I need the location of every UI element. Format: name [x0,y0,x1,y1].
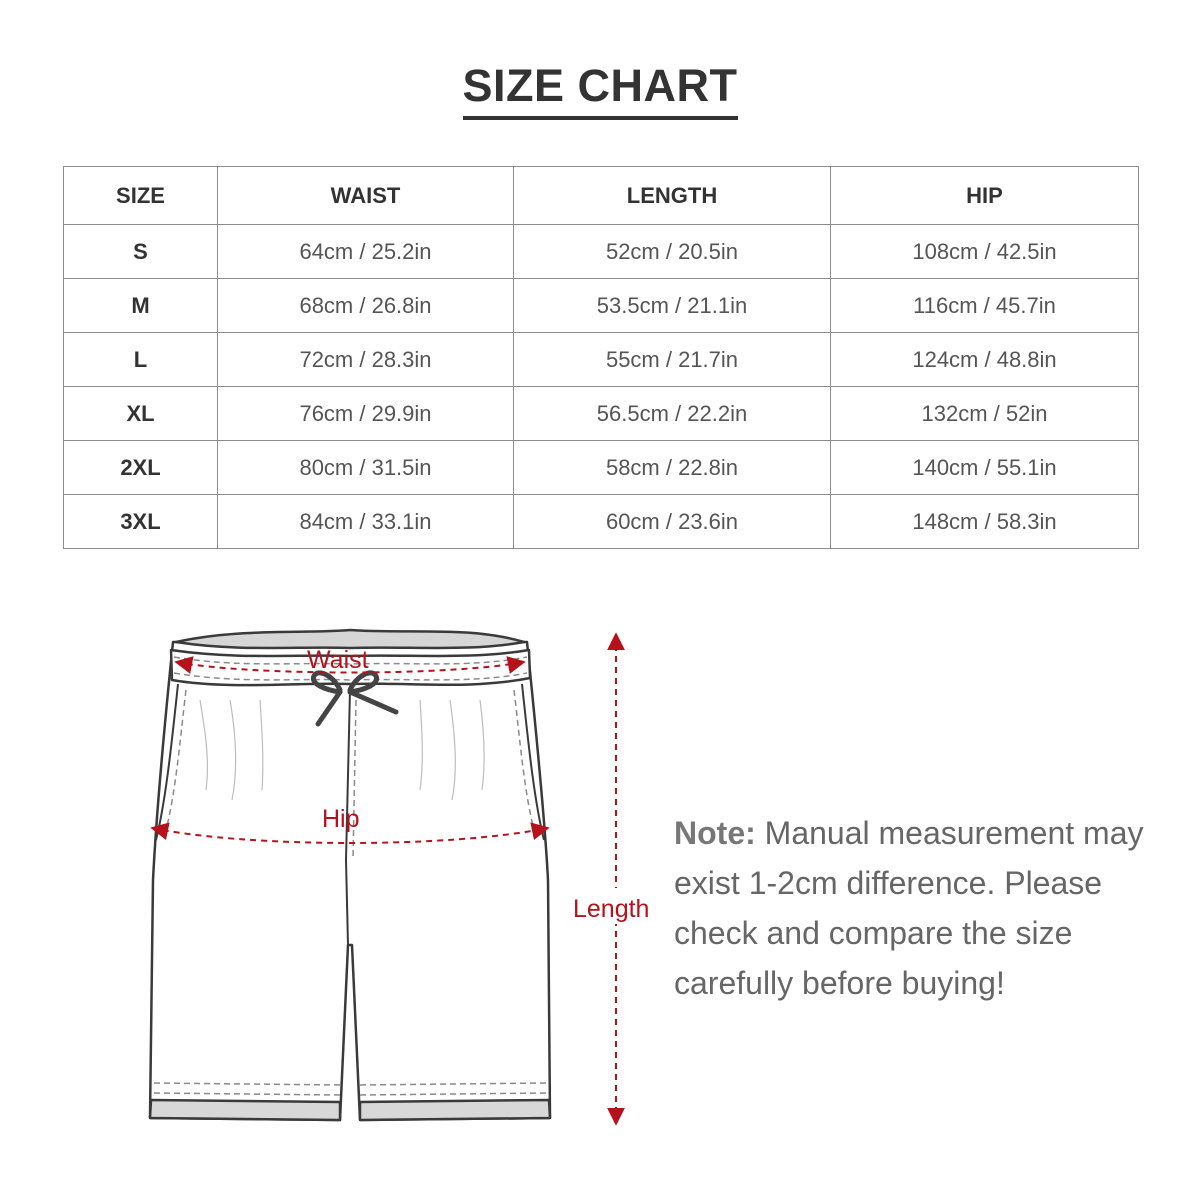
shorts-measurement-diagram [0,600,700,1160]
waist-cell: 64cm / 25.2in [218,225,514,279]
hip-cell: 124cm / 48.8in [831,333,1139,387]
waist-cell: 80cm / 31.5in [218,441,514,495]
left-leg-hem [150,1100,340,1120]
waist-cell: 68cm / 26.8in [218,279,514,333]
size-cell: S [64,225,218,279]
size-cell: 2XL [64,441,218,495]
length-cell: 56.5cm / 22.2in [514,387,831,441]
size-cell: XL [64,387,218,441]
table-row [64,387,1139,441]
waist-cell: 84cm / 33.1in [218,495,514,549]
right-leg-hem [360,1100,550,1120]
waist-cell: 72cm / 28.3in [218,333,514,387]
size-table [63,166,1139,549]
length-cell: 52cm / 20.5in [514,225,831,279]
hip-cell: 108cm / 42.5in [831,225,1139,279]
size-chart-title [0,60,1200,120]
length-cell: 53.5cm / 21.1in [514,279,831,333]
table-row [64,333,1139,387]
size-chart-title-text: SIZE CHART [463,60,738,120]
length-cell: 60cm / 23.6in [514,495,831,549]
length-measure [570,634,664,1124]
hip-cell: 116cm / 45.7in [831,279,1139,333]
hip-label: Hip [322,805,360,833]
length-cell: 55cm / 21.7in [514,333,831,387]
column-header-length: LENGTH [514,167,831,225]
column-header-size: SIZE [64,167,218,225]
note-text: Manual measurement may exist 1-2cm difference. Please check and compare the size carefully before buying! [674,815,1144,1001]
hip-cell: 140cm / 55.1in [831,441,1139,495]
table-row [64,279,1139,333]
table-header-row [64,167,1139,225]
table-row [64,495,1139,549]
waist-cell: 76cm / 29.9in [218,387,514,441]
measurement-note [674,808,1154,1008]
column-header-waist: WAIST [218,167,514,225]
length-cell: 58cm / 22.8in [514,441,831,495]
size-cell: L [64,333,218,387]
length-label: Length [573,895,650,923]
column-header-hip: HIP [831,167,1139,225]
hip-cell: 132cm / 52in [831,387,1139,441]
size-cell: M [64,279,218,333]
hip-cell: 148cm / 58.3in [831,495,1139,549]
table-row [64,441,1139,495]
table-row [64,225,1139,279]
waist-label: Waist [307,646,369,674]
size-cell: 3XL [64,495,218,549]
note-label: Note: [674,815,756,851]
